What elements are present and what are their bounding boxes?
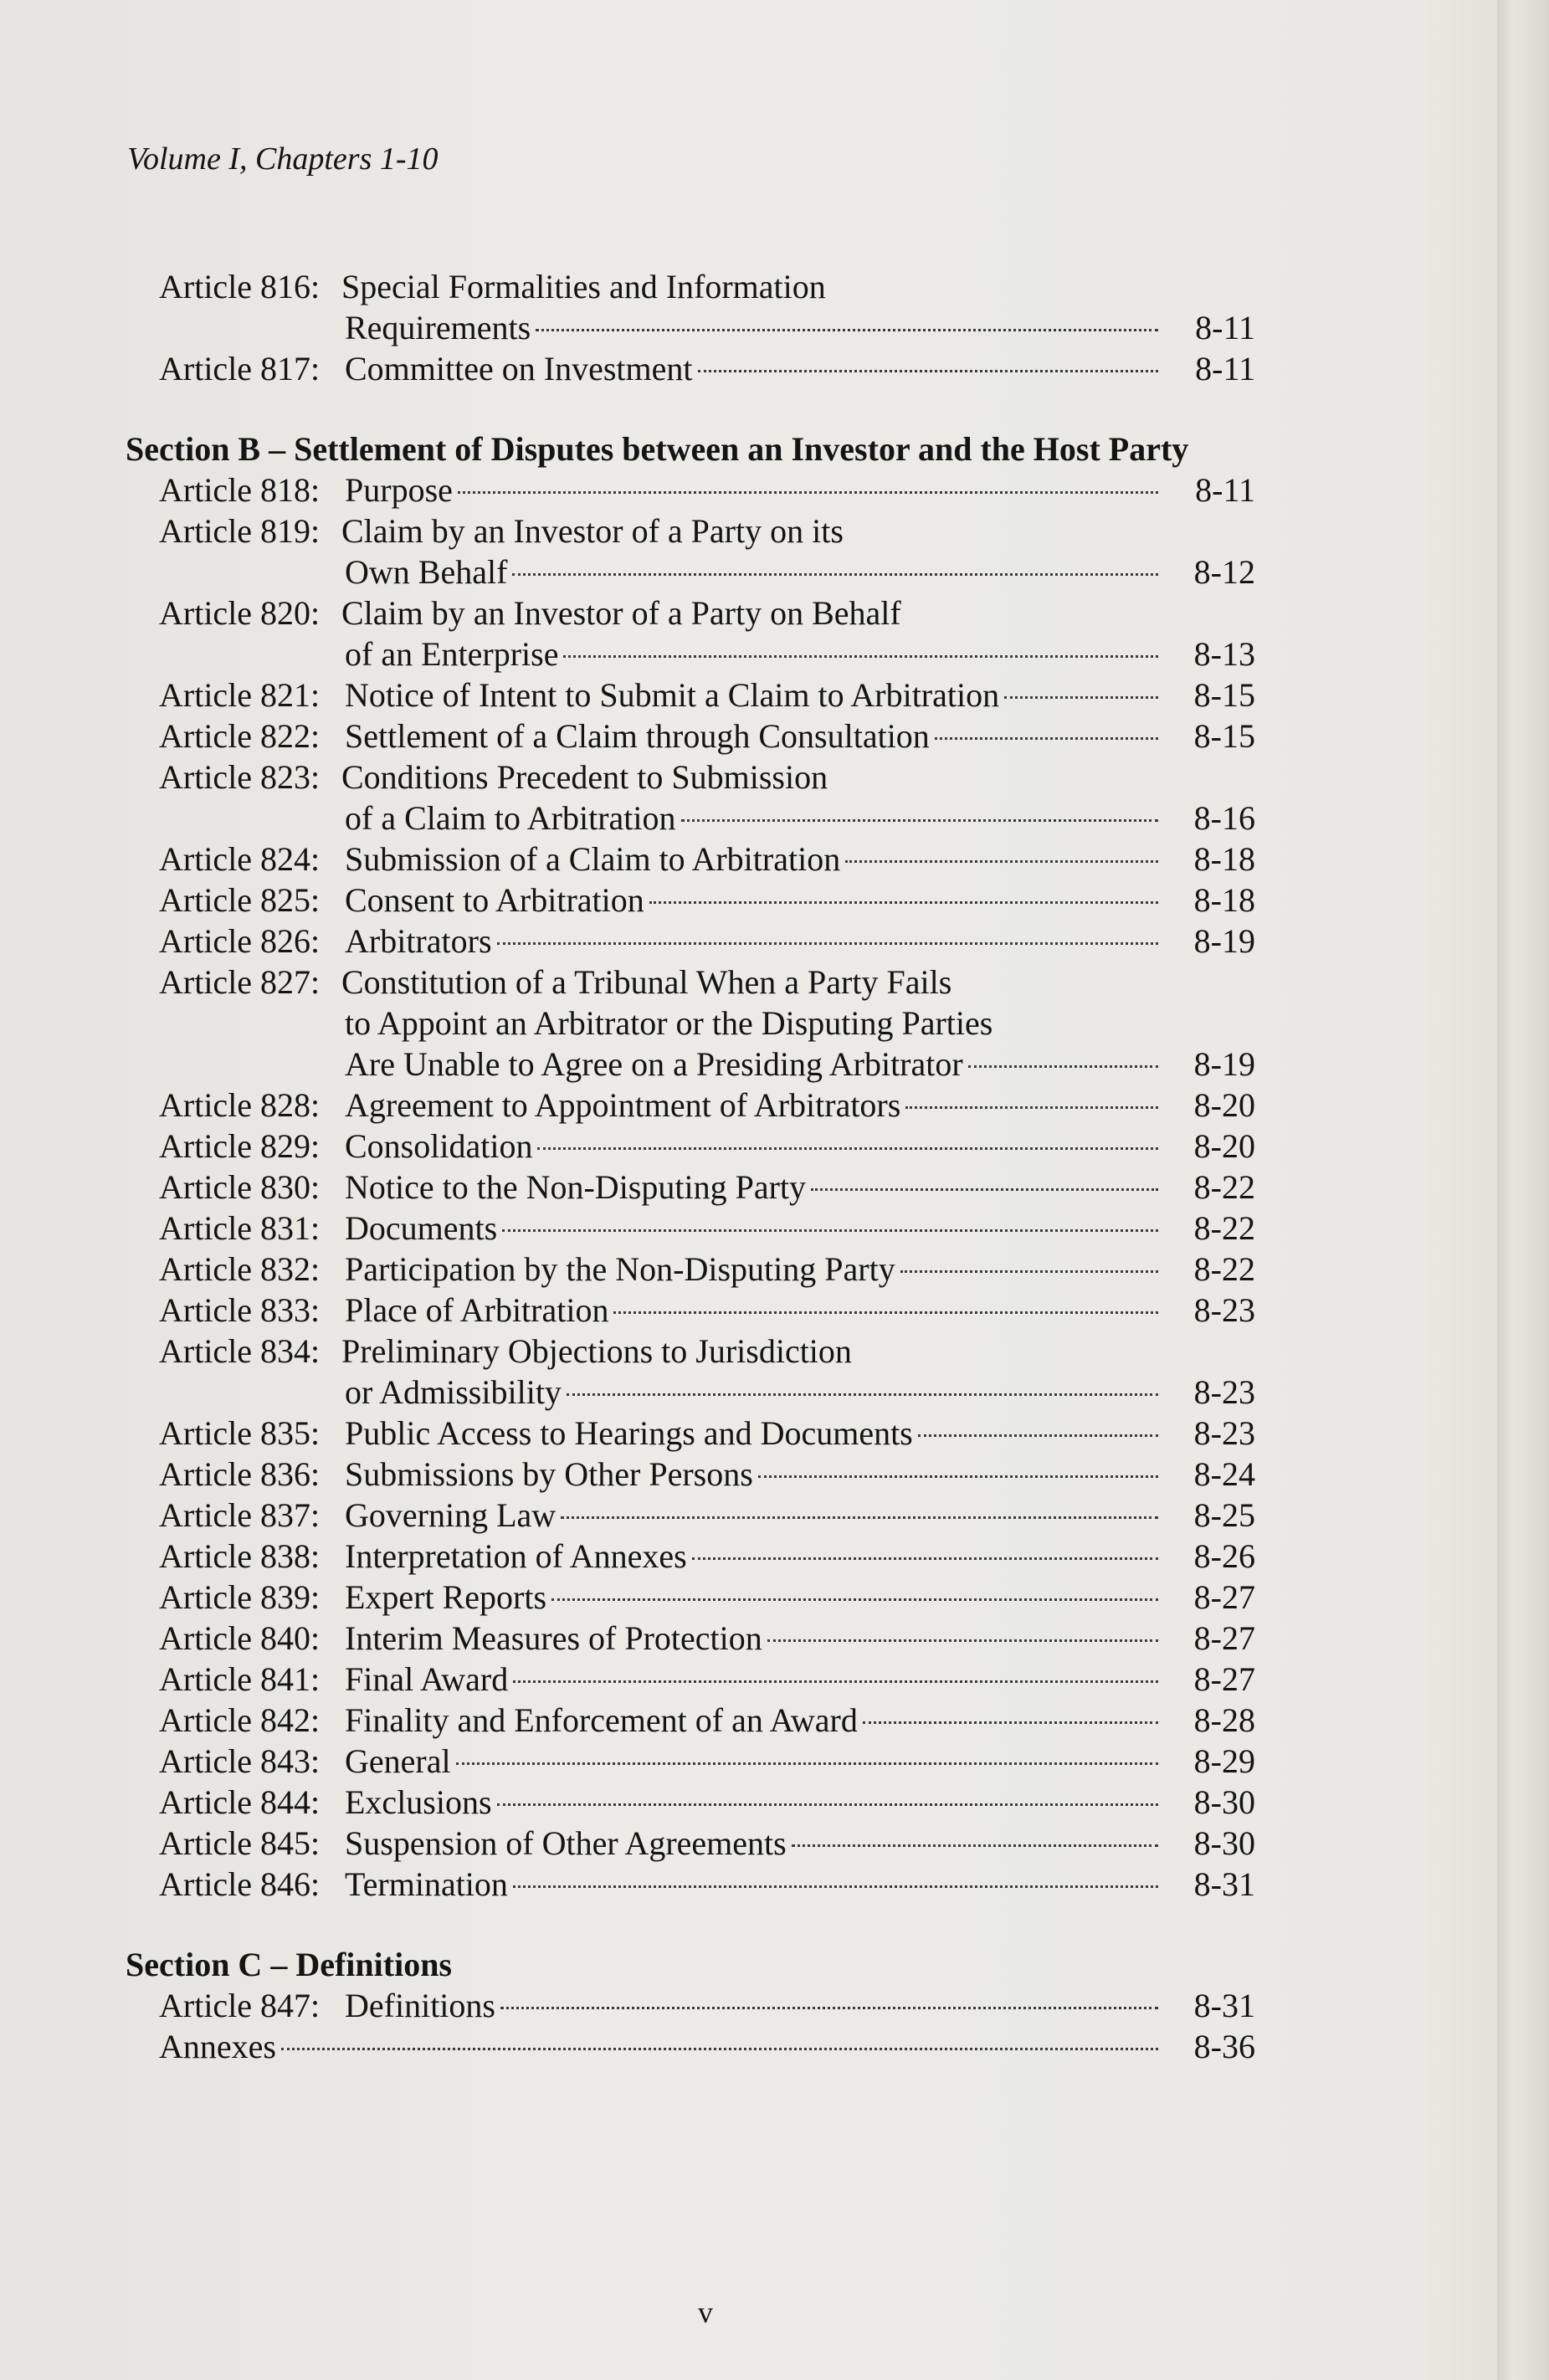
toc-entry-title-with-leader [345, 1741, 1163, 1782]
article-title: Special Formalities and Information [341, 268, 826, 305]
toc-entry-title-with-leader [345, 1700, 1163, 1741]
article-number: Article 823: [159, 758, 321, 796]
article-title: Purpose [345, 471, 453, 509]
toc-entry-line [126, 1659, 1255, 1700]
toc-entry-title-with-leader [345, 1985, 1163, 2026]
toc-entry-line [126, 880, 1255, 921]
toc-entry-line [126, 633, 1255, 675]
page-reference: 8-20 [1193, 1127, 1255, 1165]
article-title: Consent to Arbitration [345, 881, 644, 919]
article-title: or Admissibility [345, 1373, 562, 1411]
dot-leader [512, 573, 1158, 576]
dot-leader [900, 1270, 1158, 1273]
article-number: Article 816: [159, 268, 321, 305]
article-title: Are Unable to Agree on a Presiding Arbitrator [345, 1045, 963, 1083]
article-number: Article 833: [159, 1291, 321, 1329]
dot-leader [811, 1188, 1158, 1191]
toc-entry-title-with-leader [345, 921, 1163, 962]
section-gap [126, 1905, 1255, 1944]
toc-entry-line [126, 1413, 1255, 1454]
toc-entry-line [126, 716, 1255, 757]
toc-entry-line [126, 1823, 1255, 1864]
page-reference: 8-23 [1193, 1291, 1255, 1329]
article-title: Submission of a Claim to Arbitration [345, 840, 841, 878]
toc-entry-title-with-leader [345, 1536, 1163, 1577]
toc-entry-title-with-leader [345, 1659, 1163, 1700]
page-reference: 8-13 [1193, 635, 1255, 673]
article-title: Arbitrators [345, 922, 492, 960]
toc-entry-title-with-leader [345, 1044, 1163, 1085]
toc-entry-line [126, 510, 1255, 551]
dot-leader [456, 1762, 1158, 1765]
page-reference: 8-19 [1193, 1045, 1255, 1083]
toc-entry-title-with-leader [345, 1823, 1163, 1864]
page-reference: 8-23 [1193, 1414, 1255, 1452]
article-number: Article 822: [159, 717, 321, 755]
article-number: Article 845: [159, 1824, 321, 1862]
dot-leader [845, 860, 1158, 863]
page-reference: 8-24 [1193, 1455, 1255, 1493]
article-title: Interim Measures of Protection [345, 1619, 762, 1657]
dot-leader [497, 942, 1158, 945]
toc-entry-line [126, 757, 1255, 798]
toc-entry-line [126, 1700, 1255, 1741]
dot-leader [918, 1434, 1158, 1437]
article-number: Article 842: [159, 1701, 321, 1739]
article-title: Place of Arbitration [345, 1291, 609, 1329]
section-gap [126, 389, 1255, 428]
toc-entry-title-with-leader [345, 1167, 1163, 1208]
toc-entry-title-with-leader [345, 1577, 1163, 1618]
dot-leader [513, 1680, 1158, 1683]
toc-entry-title-with-leader [345, 1372, 1163, 1413]
dot-leader [536, 329, 1158, 331]
page-reference: 8-18 [1193, 840, 1255, 878]
page-reference: 8-27 [1193, 1619, 1255, 1657]
article-title: Own Behalf [345, 553, 508, 591]
dot-leader [561, 1516, 1158, 1519]
toc-entry-title-with-leader [345, 348, 1163, 389]
dot-leader [281, 2048, 1158, 2050]
article-number: Article 818: [159, 471, 321, 509]
toc-entry-title-with-leader [345, 839, 1163, 880]
page-reference: 8-18 [1193, 881, 1255, 919]
running-head: Volume I, Chapters 1-10 [127, 141, 439, 177]
toc-entry-line [126, 1331, 1255, 1372]
page-reference: 8-36 [1193, 2028, 1255, 2065]
page-reference: 8-25 [1193, 1496, 1255, 1534]
article-title: Final Award [345, 1660, 509, 1698]
dot-leader [863, 1721, 1158, 1724]
toc-entry-title-with-leader [345, 1126, 1163, 1167]
page-reference: 8-15 [1193, 717, 1255, 755]
toc-entry-line [126, 1290, 1255, 1331]
article-number: Article 837: [159, 1496, 321, 1534]
article-title: Public Access to Hearings and Documents [345, 1414, 913, 1452]
dot-leader [758, 1475, 1158, 1478]
article-title: Conditions Precedent to Submission [341, 758, 828, 796]
toc-entry-title-with-leader [345, 1208, 1163, 1249]
article-title: Requirements [345, 309, 531, 346]
dot-leader [458, 491, 1158, 494]
article-number: Article 840: [159, 1619, 321, 1657]
toc-entry-line [126, 1454, 1255, 1495]
toc-entry-title-with-leader [345, 1864, 1163, 1905]
toc-section-b-entries [126, 469, 1255, 1905]
toc-entry-line [126, 2026, 1255, 2067]
page-reference: 8-29 [1193, 1742, 1255, 1780]
article-title: Exclusions [345, 1783, 492, 1821]
page-reference: 8-20 [1193, 1086, 1255, 1124]
dot-leader [563, 655, 1158, 658]
toc-entry-title-with-leader [345, 1085, 1163, 1126]
article-title: Submissions by Other Persons [345, 1455, 753, 1493]
toc-entry-line [126, 1208, 1255, 1249]
dot-leader [698, 370, 1159, 372]
article-title: Termination [345, 1865, 508, 1903]
article-number: Article 832: [159, 1250, 321, 1288]
toc-entry-line [126, 1536, 1255, 1577]
toc-entry-line [126, 839, 1255, 880]
toc-entry-line [126, 348, 1255, 389]
article-title: Finality and Enforcement of an Award [345, 1701, 858, 1739]
dot-leader [551, 1598, 1158, 1601]
toc-entry-line [126, 1495, 1255, 1536]
article-number: Article 834: [159, 1332, 321, 1370]
toc-entry-line [126, 1782, 1255, 1823]
page-reference: 8-22 [1193, 1250, 1255, 1288]
article-number: Article 835: [159, 1414, 321, 1452]
article-title: Settlement of a Claim through Consultation [345, 717, 930, 755]
toc-entry-line [126, 1985, 1255, 2026]
article-number: Article 827: [159, 963, 321, 1001]
page-reference: 8-11 [1195, 350, 1255, 387]
toc-entry-title-with-leader [345, 1454, 1163, 1495]
page-reference: 8-31 [1193, 1865, 1255, 1903]
dot-leader [935, 737, 1158, 740]
toc-top-entries [126, 266, 1255, 389]
toc-entry-line [126, 1003, 1255, 1044]
toc-entry-title-with-leader [345, 1495, 1163, 1536]
page-reference: 8-22 [1193, 1168, 1255, 1206]
toc-entry-title-with-leader [345, 307, 1163, 348]
article-title: Agreement to Appointment of Arbitrators [345, 1086, 901, 1124]
page-reference: 8-27 [1193, 1578, 1255, 1616]
section-b-heading: Section B – Settlement of Disputes between an Investor and the Host Party [126, 430, 1189, 468]
article-number: Article 819: [159, 512, 321, 550]
article-number: Article 817: [159, 350, 321, 387]
toc-entry-title-with-leader [345, 1618, 1163, 1659]
article-title: Interpretation of Annexes [345, 1537, 687, 1575]
page-spine-shadow [1497, 0, 1549, 2380]
toc-entry-line [126, 1249, 1255, 1290]
article-number: Article 838: [159, 1537, 321, 1575]
article-number: Article 843: [159, 1742, 321, 1780]
dot-leader [537, 1147, 1158, 1150]
dot-leader [767, 1639, 1158, 1642]
toc-entry-title-with-leader [345, 1782, 1163, 1823]
article-number: Article 828: [159, 1086, 321, 1124]
article-title: Expert Reports [345, 1578, 547, 1616]
article-title: Annexes [159, 2028, 276, 2065]
article-title: Preliminary Objections to Jurisdiction [341, 1332, 852, 1370]
page-reference: 8-30 [1193, 1783, 1255, 1821]
toc-entry-line [126, 921, 1255, 962]
article-number: Article 847: [159, 1987, 321, 2024]
page-reference: 8-11 [1195, 309, 1255, 346]
toc-entry-title-with-leader [345, 1413, 1163, 1454]
article-title: of an Enterprise [345, 635, 559, 673]
toc-entry-line [126, 962, 1255, 1003]
page-reference: 8-30 [1193, 1824, 1255, 1862]
article-title: General [345, 1742, 451, 1780]
dot-leader [513, 1885, 1158, 1888]
toc-entry-line [126, 1044, 1255, 1085]
toc-entry-title-with-leader [159, 2026, 1163, 2067]
toc-entry-title-with-leader [345, 551, 1163, 592]
page-reference: 8-31 [1193, 1987, 1255, 2024]
article-title: Constitution of a Tribunal When a Party Fails [341, 963, 952, 1001]
dot-leader [613, 1311, 1158, 1314]
dot-leader [792, 1844, 1158, 1847]
page-reference: 8-19 [1193, 922, 1255, 960]
section-c-heading: Section C – Definitions [126, 1946, 452, 1983]
dot-leader [502, 1229, 1158, 1232]
toc-entry-title-with-leader [345, 633, 1163, 675]
article-title: of a Claim to Arbitration [345, 799, 676, 837]
article-number: Article 824: [159, 840, 321, 878]
article-title: Claim by an Investor of a Party on Behalf [341, 594, 901, 632]
page-reference: 8-27 [1193, 1660, 1255, 1698]
toc-entry-line [126, 1126, 1255, 1167]
article-title: Consolidation [345, 1127, 533, 1165]
article-number: Article 825: [159, 881, 321, 919]
article-title: Notice to the Non-Disputing Party [345, 1168, 807, 1206]
toc-entry-line [126, 798, 1255, 839]
article-number: Article 836: [159, 1455, 321, 1493]
article-title: Definitions [345, 1987, 495, 2024]
page-reference: 8-11 [1195, 471, 1255, 509]
page-reference: 8-22 [1193, 1209, 1255, 1247]
page-reference: 8-12 [1193, 553, 1255, 591]
toc-entry-line [126, 1577, 1255, 1618]
page-number: v [698, 2295, 713, 2329]
table-of-contents [126, 266, 1255, 2067]
toc-entry-title-with-leader [345, 1290, 1163, 1331]
dot-leader [649, 901, 1158, 904]
toc-entry-title-with-leader [345, 716, 1163, 757]
toc-entry-title-with-leader [345, 1249, 1163, 1290]
article-title: Participation by the Non-Disputing Party [345, 1250, 895, 1288]
article-number: Article 826: [159, 922, 321, 960]
toc-entry-line [126, 675, 1255, 716]
dot-leader [567, 1393, 1158, 1396]
dot-leader [692, 1557, 1158, 1560]
dot-leader [905, 1106, 1158, 1109]
article-title: Documents [345, 1209, 498, 1247]
toc-entry-title-with-leader [345, 880, 1163, 921]
article-number: Article 830: [159, 1168, 321, 1206]
page-reference: 8-26 [1193, 1537, 1255, 1575]
toc-entry-line [126, 307, 1255, 348]
article-number: Article 829: [159, 1127, 321, 1165]
toc-entry-line [126, 1864, 1255, 1905]
dot-leader [681, 819, 1159, 822]
toc-entry-line [126, 1372, 1255, 1413]
page-reference: 8-16 [1193, 799, 1255, 837]
article-number: Article 846: [159, 1865, 321, 1903]
toc-entry-line [126, 551, 1255, 592]
dot-leader [1004, 696, 1158, 699]
toc-entry-line [126, 1167, 1255, 1208]
toc-entry-line [126, 1741, 1255, 1782]
toc-entry-line [126, 469, 1255, 510]
toc-entry-line [126, 266, 1255, 307]
article-title: Claim by an Investor of a Party on its [341, 512, 844, 550]
article-title: to Appoint an Arbitrator or the Disputing Parties [345, 1004, 993, 1042]
article-number: Article 831: [159, 1209, 321, 1247]
toc-entry-title-with-leader [345, 469, 1163, 510]
dot-leader [497, 1803, 1158, 1806]
dot-leader [500, 2007, 1158, 2009]
toc-entry-line [126, 1618, 1255, 1659]
article-title: Committee on Investment [345, 350, 693, 387]
page-reference: 8-28 [1193, 1701, 1255, 1739]
article-number: Article 841: [159, 1660, 321, 1698]
page-reference: 8-15 [1193, 676, 1255, 714]
dot-leader [968, 1065, 1158, 1068]
page-reference: 8-23 [1193, 1373, 1255, 1411]
toc-entry-line [126, 1085, 1255, 1126]
toc-entry-title-with-leader [345, 675, 1163, 716]
toc-section-c-entries [126, 1985, 1255, 2067]
article-number: Article 844: [159, 1783, 321, 1821]
toc-entry-line [126, 592, 1255, 633]
article-number: Article 820: [159, 594, 321, 632]
toc-entry-title-with-leader [345, 798, 1163, 839]
article-title: Notice of Intent to Submit a Claim to Arbitration [345, 676, 1000, 714]
article-number: Article 839: [159, 1578, 321, 1616]
article-title: Governing Law [345, 1496, 557, 1534]
article-number: Article 821: [159, 676, 321, 714]
article-title: Suspension of Other Agreements [345, 1824, 787, 1862]
